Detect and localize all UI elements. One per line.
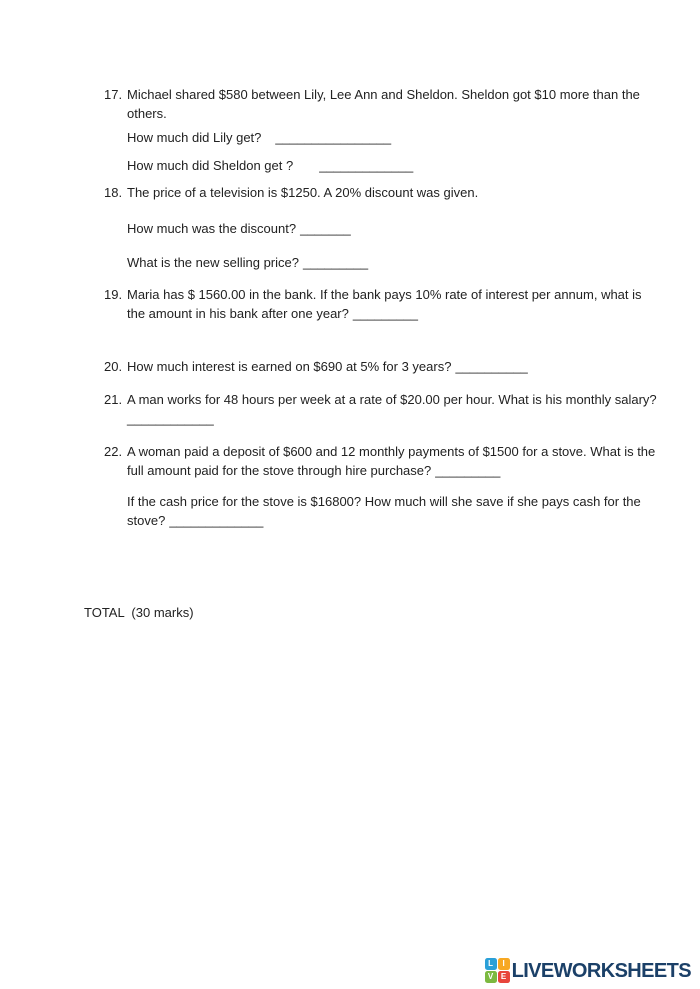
question-22-line2 <box>127 461 664 480</box>
question-18-sub1-label: How much was the discount? <box>127 221 297 236</box>
question-17-line1: Michael shared $580 between Lily, Lee Ann and Sheldon. Sheldon got $10 more than the <box>127 87 640 102</box>
question-22-line2-text: full amount paid for the stove through hire purchase? <box>127 463 432 478</box>
question-17 <box>104 85 664 123</box>
question-18-text <box>127 183 664 202</box>
question-18-line1: The price of a television is $1250. A 20% discount was given. <box>127 185 479 200</box>
question-21-text <box>127 390 664 428</box>
question-22-text <box>127 442 664 480</box>
question-21 <box>104 390 664 428</box>
question-19-line2-text: the amount in his bank after one year? <box>127 306 349 321</box>
question-17-sub1 <box>127 128 391 147</box>
question-18-sub2 <box>127 253 368 272</box>
question-22-para2 <box>127 492 687 530</box>
liveworksheets-logo[interactable] <box>485 958 691 983</box>
question-19-text <box>127 285 664 323</box>
question-17-sub1-label: How much did Lily get? <box>127 130 262 145</box>
question-22-para2-line2 <box>127 511 687 530</box>
question-17-lily-answer-blank[interactable]: ________________ <box>275 130 392 145</box>
logo-tile-e: E <box>498 971 510 983</box>
question-20-line1-text: How much interest is earned on $690 at 5% for 3 years? <box>127 359 452 374</box>
question-19-line1: Maria has $ 1560.00 in the bank. If the bank pays 10% rate of interest per annum, what is <box>127 287 642 302</box>
question-21-line1: A man works for 48 hours per week at a rate of $20.00 per hour. What is his monthly salary? <box>127 392 657 407</box>
question-17-number: 17. <box>104 87 123 102</box>
question-20-text <box>127 357 664 376</box>
question-17-sub2-label: How much did Sheldon get ? <box>127 158 294 173</box>
question-17-line2: others. <box>127 106 167 121</box>
liveworksheets-grid-icon <box>485 958 510 983</box>
question-22-para2-line1: If the cash price for the stove is $16800? How much will she save if she pays cash for the <box>127 494 641 509</box>
logo-tile-i: I <box>498 958 510 970</box>
question-17-sheldon-answer-blank[interactable]: _____________ <box>319 158 414 173</box>
logo-tile-v: V <box>485 971 497 983</box>
question-20 <box>104 357 664 376</box>
question-22-number: 22. <box>104 444 123 459</box>
question-19-answer-blank[interactable]: _________ <box>352 306 418 321</box>
question-22-para2-line2-text: stove? <box>127 513 166 528</box>
question-21-answer-blank[interactable]: ____________ <box>127 411 214 426</box>
question-18-selling-price-answer-blank[interactable]: _________ <box>302 255 369 270</box>
logo-tile-l: L <box>485 958 497 970</box>
total-marks-label: TOTAL (30 marks) <box>84 605 194 620</box>
question-17-sub2 <box>127 156 413 175</box>
question-18 <box>104 183 664 202</box>
question-22 <box>104 442 664 480</box>
question-20-number: 20. <box>104 359 123 374</box>
liveworksheets-brand-text: LIVEWORKSHEETS <box>511 959 691 982</box>
question-22-line1: A woman paid a deposit of $600 and 12 monthly payments of $1500 for a stove. What is the <box>127 444 656 459</box>
question-20-answer-blank[interactable]: __________ <box>455 359 528 374</box>
question-17-text <box>127 85 664 123</box>
question-22-hire-purchase-answer-blank[interactable]: _________ <box>435 463 501 478</box>
question-19 <box>104 285 664 323</box>
question-19-number: 19. <box>104 287 123 302</box>
question-18-sub2-label: What is the new selling price? <box>127 255 299 270</box>
question-18-number: 18. <box>104 185 123 200</box>
question-20-line1 <box>127 357 664 376</box>
question-18-sub1 <box>127 219 351 238</box>
question-22-cash-save-answer-blank[interactable]: _____________ <box>169 513 264 528</box>
question-21-number: 21. <box>104 392 123 407</box>
question-21-line2 <box>127 409 664 428</box>
question-18-discount-answer-blank[interactable]: _______ <box>300 221 351 236</box>
question-19-line2 <box>127 304 664 323</box>
